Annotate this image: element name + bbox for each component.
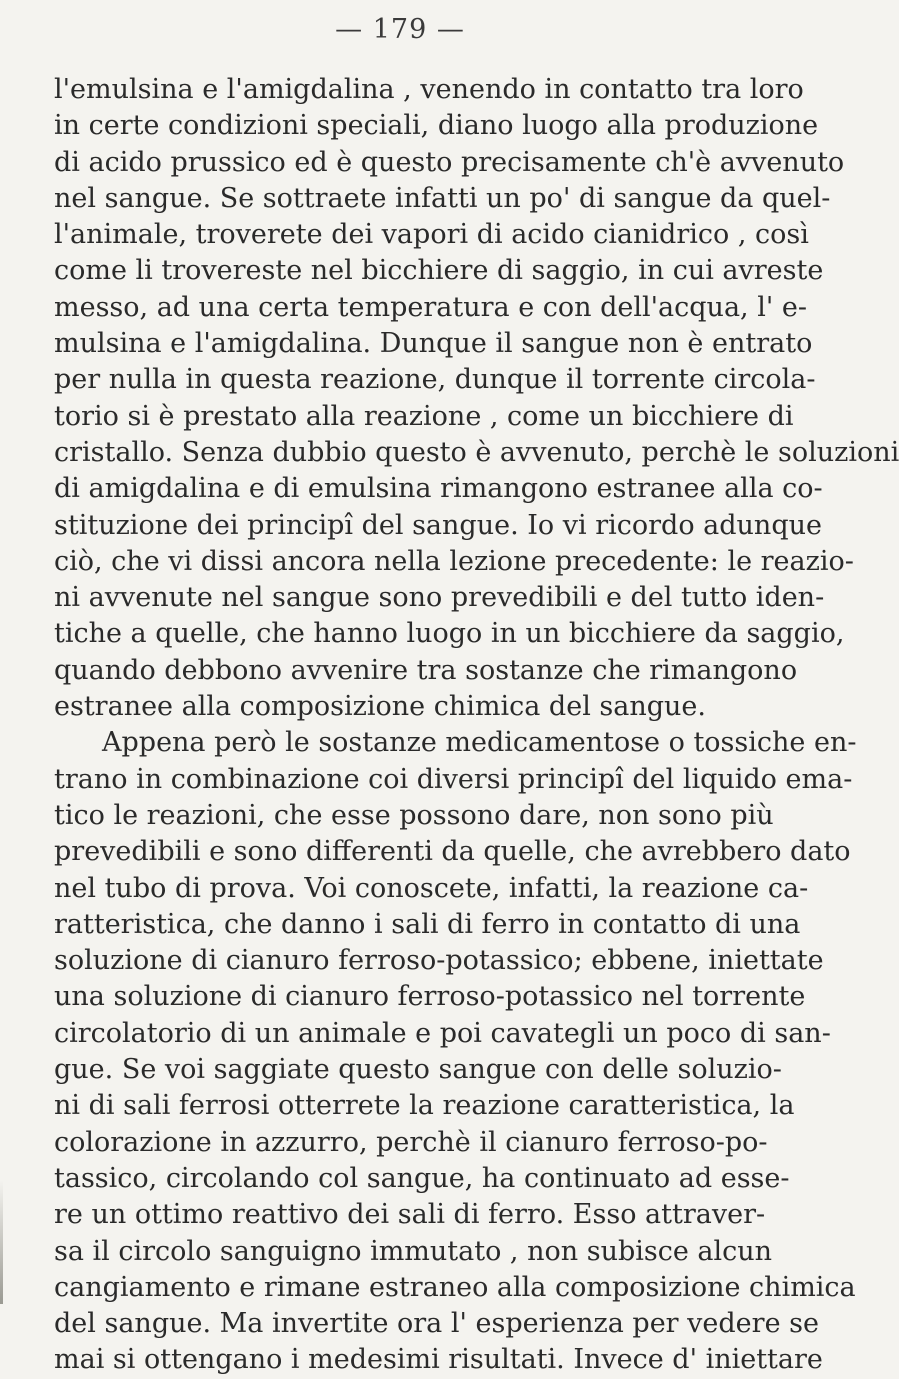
text-line: torio si è prestato alla reazione , come un bicchiere di — [54, 400, 794, 432]
text-line: nel sangue. Se sottraete infatti un po' di sangue da quel- — [54, 182, 831, 214]
text-line: messo, ad una certa temperatura e con dell'acqua, l' e- — [54, 291, 807, 323]
text-line: ratteristica, che danno i sali di ferro in contatto di una — [54, 908, 801, 940]
text-line: l'animale, troverete dei vapori di acido cianidrico , così — [54, 219, 809, 251]
text-line: tico le reazioni, che esse possono dare, non sono più — [54, 799, 774, 831]
text-line: tassico, circolando col sangue, ha continuato ad esse- — [54, 1162, 790, 1194]
page-number: — 179 — — [335, 14, 465, 45]
text-line: circolatorio di un animale e poi cavategli un poco di san- — [54, 1017, 831, 1049]
text-line: soluzione di cianuro ferroso-potassico; ebbene, iniettate — [54, 945, 824, 977]
text-line: cristallo. Senza dubbio questo è avvenuto, perchè le soluzioni — [54, 436, 899, 468]
text-line: per nulla in questa reazione, dunque il torrente circola- — [54, 364, 816, 396]
text-line: mulsina e l'amigdalina. Dunque il sangue non è entrato — [54, 328, 813, 360]
text-line: prevedibili e sono differenti da quelle, che avrebbero dato — [54, 836, 851, 868]
text-line: l'emulsina e l'amigdalina , venendo in contatto tra loro — [54, 74, 804, 105]
body-text — [54, 72, 899, 1379]
text-line: ni di sali ferrosi otterrete la reazione caratteristica, la — [54, 1090, 795, 1122]
text-line: di acido prussico ed è questo precisamente ch'è avvenuto — [54, 146, 845, 178]
page-edge-shadow — [0, 1180, 3, 1304]
text-line: sa il circolo sanguigno immutato , non subisce alcun — [54, 1235, 773, 1267]
text-line: stituzione dei principî del sangue. Io vi ricordo adunque — [54, 509, 822, 541]
text-line: quando debbono avvenire tra sostanze che rimangono — [54, 654, 798, 686]
text-line: di amigdalina e di emulsina rimangono estranee alla co- — [54, 473, 823, 505]
text-line: re un ottimo reattivo dei sali di ferro. Esso attraver- — [54, 1199, 766, 1231]
text-line: ni avvenute nel sangue sono prevedibili e del tutto iden- — [54, 582, 825, 614]
text-line: una soluzione di cianuro ferroso-potassico nel torrente — [54, 981, 806, 1013]
text-line: come li trovereste nel bicchiere di saggio, in cui avreste — [54, 255, 824, 287]
text-line: nel tubo di prova. Voi conoscete, infatti, la reazione ca- — [54, 872, 809, 904]
text-line: in certe condizioni speciali, diano luogo alla produzione — [54, 110, 819, 142]
paragraph-start-line: Appena però le sostanze medicamentose o tossiche en- — [102, 727, 857, 759]
text-line: ciò, che vi dissi ancora nella lezione precedente: le reazio- — [54, 545, 854, 577]
text-line: mai si ottengano i medesimi risultati. Invece d' iniettare — [54, 1344, 823, 1376]
text-line: estranee alla composizione chimica del sangue. — [54, 691, 706, 723]
text-line: gue. Se voi saggiate questo sangue con delle soluzio- — [54, 1054, 782, 1086]
text-line: cangiamento e rimane estraneo alla composizione chimica — [54, 1271, 856, 1303]
text-line: trano in combinazione coi diversi principî del liquido ema- — [54, 763, 853, 795]
text-line: del sangue. Ma invertite ora l' esperienza per vedere se — [54, 1308, 819, 1340]
text-line: colorazione in azzurro, perchè il cianuro ferroso-po- — [54, 1126, 768, 1158]
text-line: tiche a quelle, che hanno luogo in un bicchiere da saggio, — [54, 618, 845, 650]
